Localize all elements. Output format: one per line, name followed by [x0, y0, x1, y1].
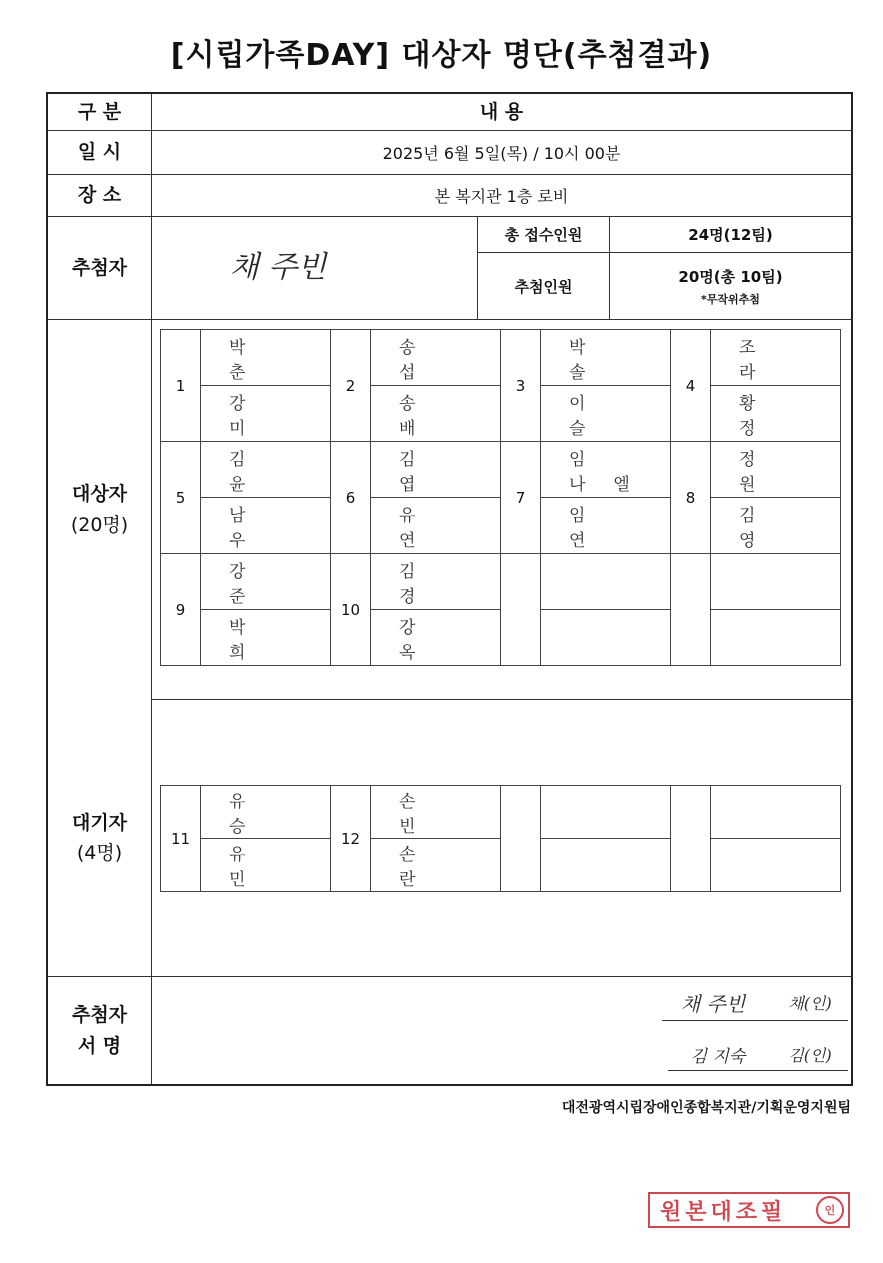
targets-team-number: 3	[500, 329, 541, 442]
targets-member-cell	[370, 329, 501, 386]
targets-member-cell	[540, 329, 671, 386]
signature-label-line2: 서 명	[77, 1034, 122, 1057]
targets-member-cell	[540, 385, 671, 442]
targets-member-name: 강 옥	[399, 617, 444, 663]
targets-member-cell	[200, 553, 331, 610]
targets-member-name: 박 솔	[569, 337, 614, 383]
targets-team-number	[500, 553, 541, 666]
date-label: 일 시	[77, 141, 122, 164]
waitlist-member-cell	[540, 785, 671, 839]
targets-member-cell	[540, 497, 671, 554]
place-label: 장 소	[77, 184, 122, 207]
targets-member-name: 김 윤	[229, 449, 274, 495]
targets-count: (20명)	[70, 513, 129, 536]
targets-team-number: 8	[670, 441, 711, 554]
signature-label-cell	[48, 977, 151, 1084]
received-label: 총 접수인원	[504, 226, 583, 244]
targets-member-cell	[200, 329, 331, 386]
stamp-text: 원본대조필	[660, 1198, 787, 1225]
targets-member-cell	[370, 441, 501, 498]
targets-member-name: 조 라	[739, 337, 784, 383]
waitlist-member-cell	[540, 838, 671, 892]
targets-team-number: 1	[160, 329, 201, 442]
header-value: 내 용	[479, 100, 524, 123]
drawn-note: *무작위추첨	[701, 292, 760, 306]
targets-member-name: 박 희	[229, 617, 274, 663]
drawn-value: 20명(총 10팀)	[678, 267, 783, 286]
targets-member-name: 유 연	[399, 505, 444, 551]
waitlist-member-cell	[200, 785, 331, 839]
waitlist-team-number: 11	[160, 785, 201, 892]
targets-team-number: 10	[330, 553, 371, 666]
certified-copy-stamp	[648, 1192, 850, 1228]
targets-member-name: 임 나엘	[569, 449, 658, 495]
header-label: 구 분	[77, 100, 122, 123]
column-divider	[151, 94, 152, 1084]
waitlist-member-cell	[710, 838, 841, 892]
signature-label-line1: 추첨자	[71, 1004, 128, 1027]
targets-member-cell	[200, 609, 331, 666]
date-value: 2025년 6월 5일(목) / 10시 00분	[382, 144, 621, 163]
waitlist-team-number	[670, 785, 711, 892]
waitlist-member-name: 손 빈	[399, 792, 444, 837]
row-divider	[48, 319, 851, 320]
waitlist-member-name: 손 란	[399, 845, 444, 890]
targets-team-number: 5	[160, 441, 201, 554]
signature-1-mark: 채(인)	[788, 993, 832, 1013]
drawer-label: 추첨자	[71, 256, 128, 279]
targets-member-cell	[370, 497, 501, 554]
drawer-signature: 채 주빈	[229, 250, 327, 285]
waitlist-label: 대기자	[71, 811, 128, 834]
targets-team-number: 6	[330, 441, 371, 554]
targets-team-number: 7	[500, 441, 541, 554]
place-value: 본 복지관 1층 로비	[434, 187, 569, 206]
targets-member-cell	[710, 609, 841, 666]
targets-team-number: 2	[330, 329, 371, 442]
targets-member-cell	[540, 553, 671, 610]
waitlist-team-number	[500, 785, 541, 892]
signature-line	[662, 1020, 848, 1021]
waitlist-member-cell	[370, 838, 501, 892]
document-title: [시립가족DAY] 대상자 명단(추첨결과)	[170, 38, 713, 73]
targets-member-cell	[710, 553, 841, 610]
targets-member-cell	[710, 385, 841, 442]
targets-member-name: 박 춘	[229, 337, 274, 383]
drawn-label: 추첨인원	[514, 277, 573, 296]
waitlist-member-name: 유 민	[229, 845, 274, 890]
targets-member-name: 황 정	[739, 393, 784, 439]
targets-member-cell	[710, 497, 841, 554]
targets-member-cell	[710, 441, 841, 498]
targets-member-name: 이 슬	[569, 393, 614, 439]
targets-team-number	[670, 553, 711, 666]
signature-2-mark: 김(인)	[788, 1045, 832, 1065]
targets-member-name: 김 영	[739, 505, 784, 551]
targets-member-name: 김 경	[399, 561, 444, 607]
targets-member-cell	[370, 385, 501, 442]
signature-line	[668, 1070, 848, 1071]
targets-member-cell	[200, 497, 331, 554]
drawn-value-cell	[610, 253, 851, 319]
targets-label: 대상자	[71, 483, 128, 506]
targets-member-cell	[200, 441, 331, 498]
waitlist-label-cell	[48, 700, 151, 976]
targets-member-cell	[370, 553, 501, 610]
targets-member-name: 송 배	[399, 393, 444, 439]
targets-member-name: 정 원	[739, 449, 784, 495]
waitlist-member-name: 유 승	[229, 792, 274, 837]
targets-member-cell	[540, 609, 671, 666]
targets-member-name: 남 우	[229, 505, 274, 551]
signature-2: 김 지숙	[690, 1046, 746, 1067]
targets-member-cell	[370, 609, 501, 666]
waitlist-count: (4명)	[76, 842, 123, 864]
targets-team-number: 4	[670, 329, 711, 442]
waitlist-member-cell	[710, 785, 841, 839]
seal-icon: 인	[816, 1196, 844, 1224]
waitlist-team-number: 12	[330, 785, 371, 892]
targets-team-number: 9	[160, 553, 201, 666]
footer-organization: 대전광역시립장애인종합복지관/기획운영지원팀	[561, 1100, 851, 1116]
targets-member-name: 송 섭	[399, 337, 444, 383]
row-divider	[48, 976, 851, 977]
received-value: 24명(12팀)	[688, 226, 773, 244]
targets-member-name: 강 준	[229, 561, 274, 607]
row-divider	[151, 699, 851, 700]
targets-member-cell	[200, 385, 331, 442]
signature-1: 채 주빈	[680, 991, 746, 1016]
targets-member-name: 김 엽	[399, 449, 444, 495]
targets-member-name: 임 연	[569, 505, 614, 551]
targets-member-name: 강 미	[229, 393, 274, 439]
waitlist-member-cell	[200, 838, 331, 892]
targets-label-cell	[48, 320, 151, 699]
targets-member-cell	[540, 441, 671, 498]
targets-member-cell	[710, 329, 841, 386]
waitlist-member-cell	[370, 785, 501, 839]
